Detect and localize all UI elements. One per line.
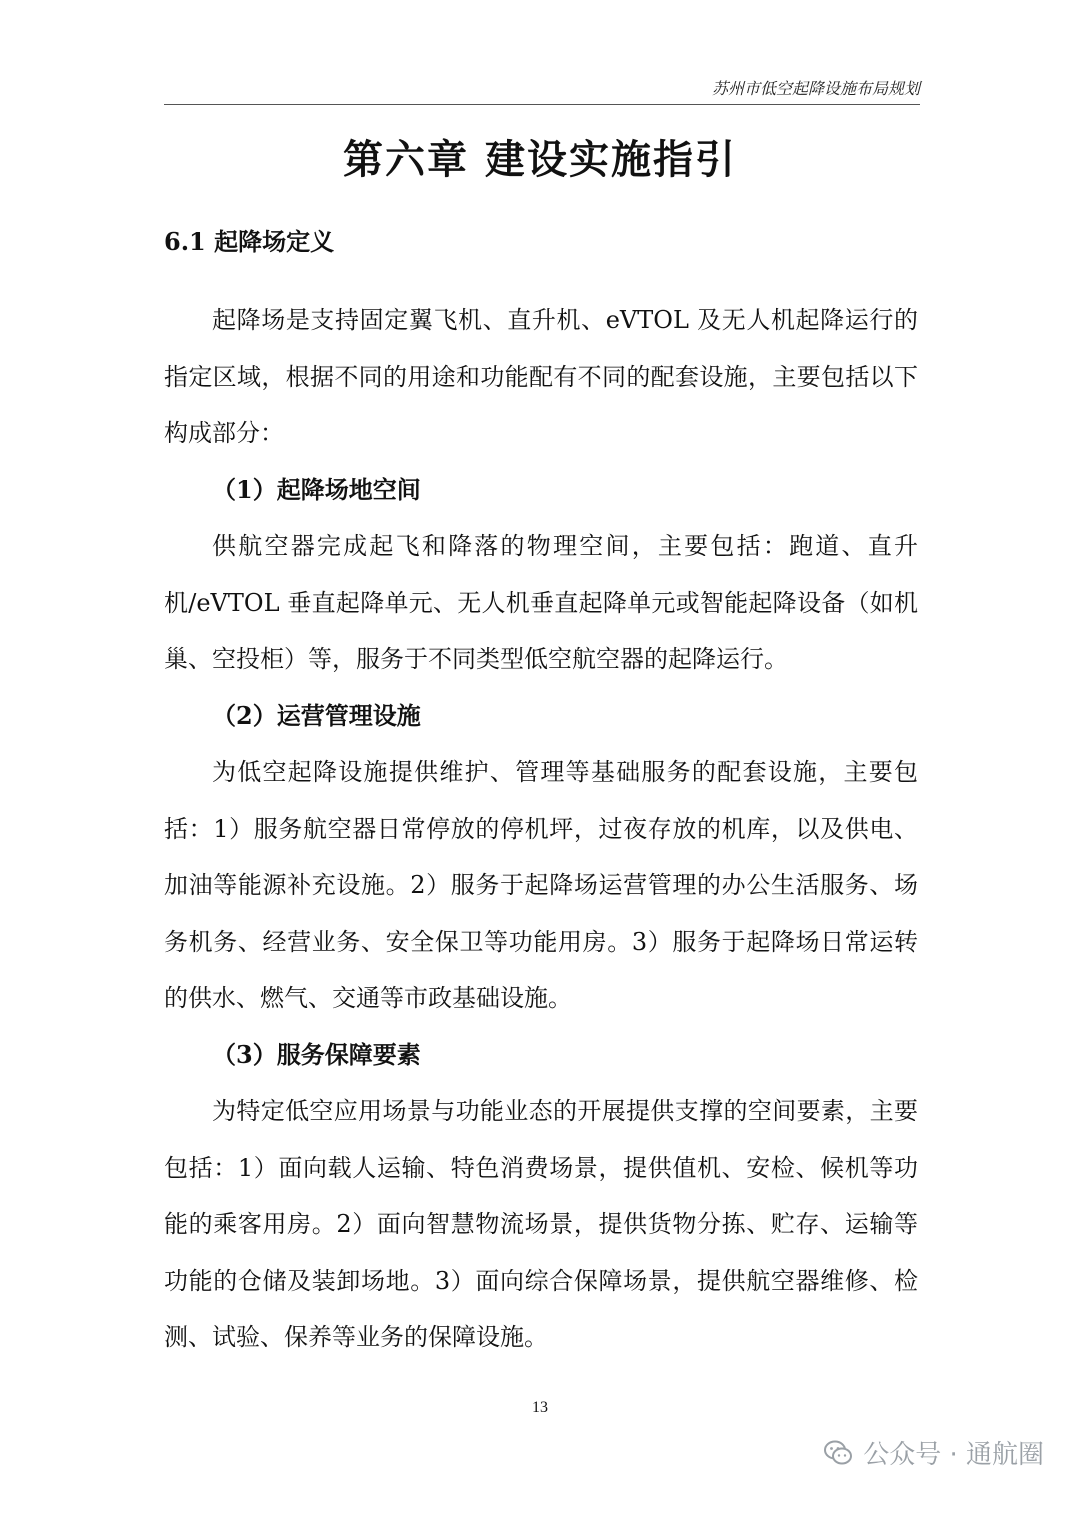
section-title: 6.1 起降场定义 bbox=[164, 227, 335, 256]
wechat-icon bbox=[823, 1438, 853, 1468]
header-divider bbox=[164, 104, 920, 105]
item-heading-1: （1）起降场地空间 bbox=[212, 474, 421, 504]
intro-paragraph: 起降场是支持固定翼飞机、直升机、eVTOL 及无人机起降运行的指定区域，根据不同的用途和功能配有不同的配套设施，主要包括以下构成部分： bbox=[164, 306, 918, 447]
item-heading-3: （3）服务保障要素 bbox=[212, 1039, 421, 1069]
watermark-text: 公众号 · 通航圈 bbox=[863, 1440, 1044, 1470]
watermark bbox=[823, 1434, 1044, 1471]
chapter-title: 第六章 建设实施指引 bbox=[343, 136, 737, 183]
item-paragraph-3: 为特定低空应用场景与功能业态的开展提供支撑的空间要素，主要包括：1）面向载人运输、特色消费场景，提供值机、安检、候机等功能的乘客用房。2）面向智慧物流场景，提供货物分拣、贮存、运输等功能的仓储及装卸场地。3）面向综合保障场景，提供航空器维修、检测、试验、保养等业务的保障设施。 bbox=[164, 1097, 918, 1351]
item-paragraph-2: 为低空起降设施提供维护、管理等基础服务的配套设施，主要包括：1）服务航空器日常停放的停机坪，过夜存放的机库，以及供电、加油等能源补充设施。2）服务于起降场运营管理的办公生活服务、场务机务、经营业务、安全保卫等功能用房。3）服务于起降场日常运转的供水、燃气、交通等市政基础设施。 bbox=[164, 758, 918, 1012]
page-number: 13 bbox=[532, 1399, 548, 1416]
body-content bbox=[164, 292, 918, 1366]
running-header: 苏州市低空起降设施布局规划 bbox=[711, 79, 920, 98]
item-heading-2: （2）运营管理设施 bbox=[212, 700, 421, 730]
item-paragraph-1: 供航空器完成起飞和降落的物理空间，主要包括：跑道、直升机/eVTOL 垂直起降单元、无人机垂直起降单元或智能起降设备（如机巢、空投柜）等，服务于不同类型低空航空器的起降运行。 bbox=[164, 532, 918, 673]
